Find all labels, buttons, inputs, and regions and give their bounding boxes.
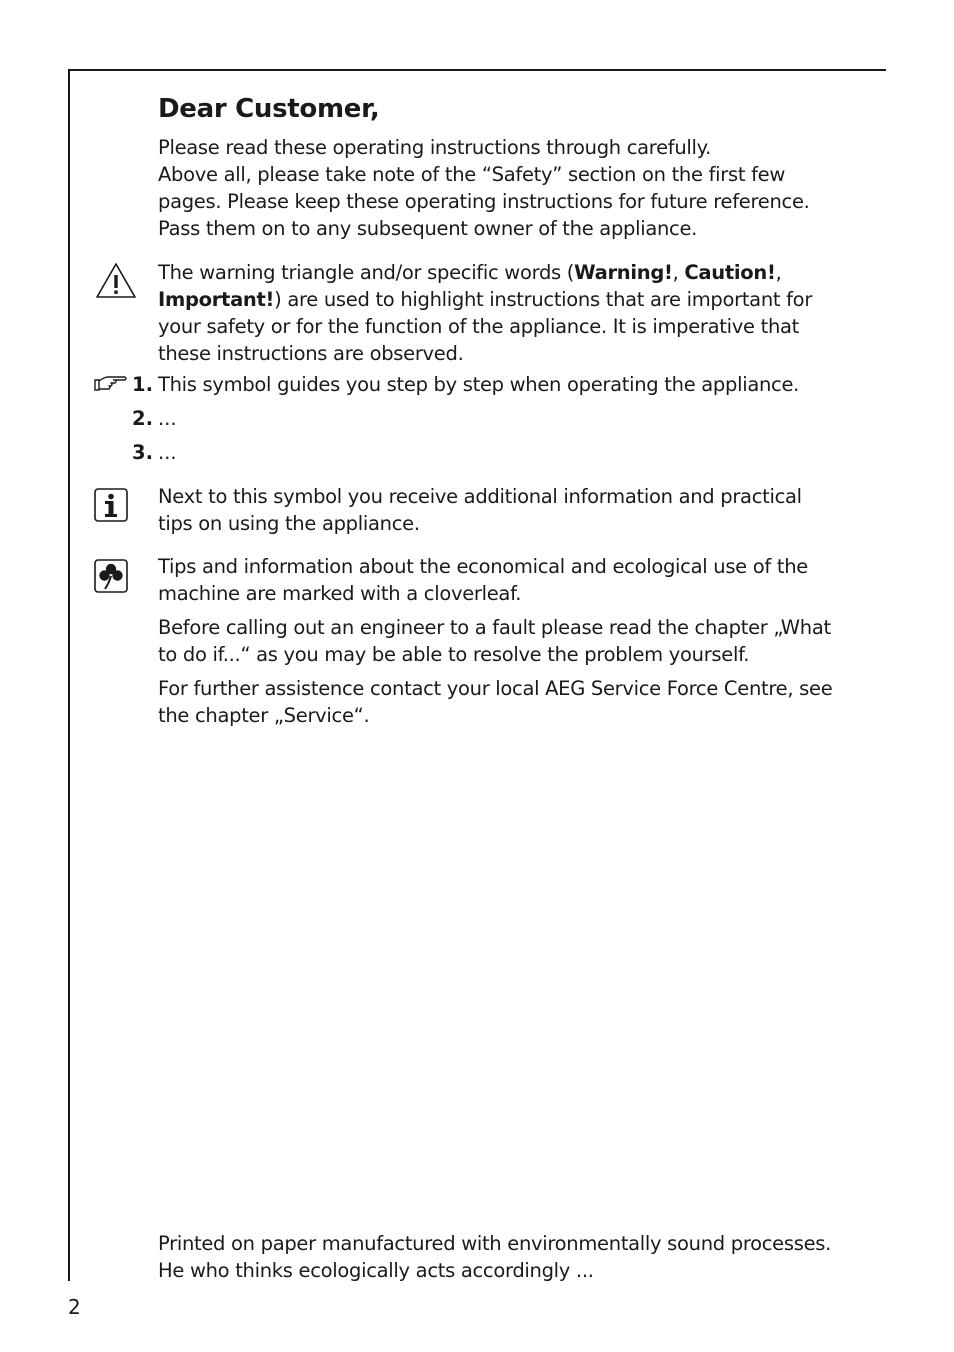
page-heading: Dear Customer, — [158, 94, 380, 124]
top-rule — [68, 69, 886, 71]
caution-keyword: Caution! — [684, 261, 776, 284]
info-icon — [94, 488, 128, 522]
step-number: 3. — [132, 441, 153, 464]
step-text: This symbol guides you step by step when operating the appliance. — [158, 373, 800, 396]
left-rule — [68, 69, 70, 1281]
warning-paragraph: The warning triangle and/or specific words (Warning!, Caution!, Important!) are used to highlight instructions that are important for your safety or for the function of the appliance. It is imperative that these instructions are observed. — [158, 261, 813, 365]
step-text: ... — [158, 407, 177, 430]
eco-paragraph: Tips and information about the economical and ecological use of the machine are marked with a cloverleaf. — [158, 555, 808, 605]
service-paragraph: For further assistence contact your local AEG Service Force Centre, see the chapter „Service“. — [158, 677, 833, 727]
intro-paragraph: Please read these operating instructions through carefully. Above all, please take note of the “Safety” section on the first few pages. Please keep these operating instructions for future reference. Pass them on to any subsequent owner of the appliance. — [158, 136, 810, 240]
cloverleaf-icon — [94, 559, 128, 593]
step-text: ... — [158, 441, 177, 464]
important-keyword: Important! — [158, 288, 275, 311]
page-number: 2 — [68, 1295, 81, 1319]
warning-keyword: Warning! — [574, 261, 673, 284]
warning-triangle-icon — [94, 261, 138, 301]
step-number: 1. — [132, 373, 153, 396]
footer-note: Printed on paper manufactured with environmentally sound processes. He who thinks ecologically acts accordingly ... — [158, 1232, 832, 1282]
step-number: 2. — [132, 407, 153, 430]
pointing-hand-icon — [93, 374, 129, 394]
info-paragraph: Next to this symbol you receive additional information and practical tips on using the appliance. — [158, 485, 802, 535]
fault-paragraph: Before calling out an engineer to a fault please read the chapter „What to do if...“ as you may be able to resolve the problem yourself. — [158, 616, 831, 666]
